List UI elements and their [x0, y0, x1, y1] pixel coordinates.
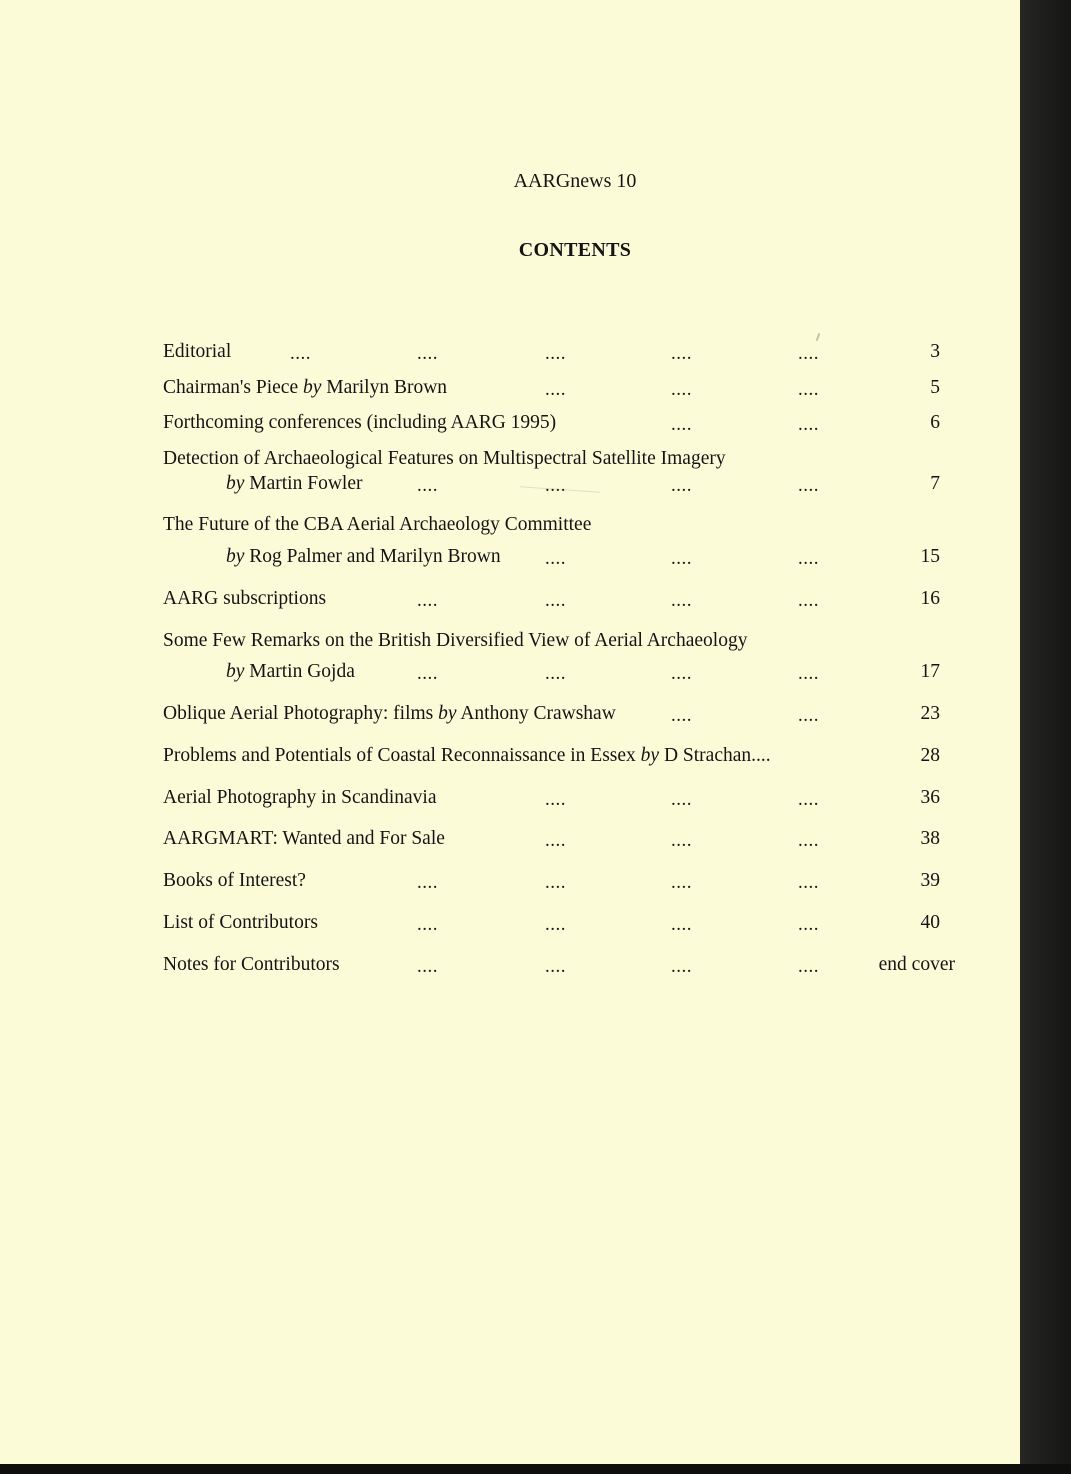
toc-leader: ....	[545, 914, 566, 935]
toc-page-number: end cover	[878, 954, 955, 975]
toc-entry-books-of-interest	[163, 869, 306, 893]
toc-leader: ....	[417, 956, 438, 977]
toc-leader: ....	[798, 663, 819, 684]
toc-author: Marilyn Brown	[321, 377, 448, 398]
toc-page-number: 16	[920, 588, 940, 609]
toc-by: by	[226, 661, 245, 682]
toc-title: Forthcoming conferences (including AARG 1995)	[163, 412, 557, 433]
toc-leader: ....	[671, 872, 692, 893]
toc-leader: ....	[671, 914, 692, 935]
toc-leader: ....	[671, 475, 692, 496]
toc-page-number: 38	[920, 828, 940, 849]
toc-by: by	[640, 745, 660, 766]
toc-leader: ....	[798, 414, 819, 435]
toc-title: Problems and Potentials of Coastal Reconnaissance in Essex	[163, 745, 641, 766]
toc-by: by	[226, 473, 245, 494]
toc-leader: ....	[671, 414, 692, 435]
toc-title: The Future of the CBA Aerial Archaeology Committee	[163, 514, 592, 535]
toc-leader: ....	[798, 343, 819, 364]
toc-page-number: 3	[930, 341, 940, 362]
toc-page-number: 40	[920, 912, 940, 933]
toc-entry-aarg-subscriptions	[163, 587, 326, 611]
toc-title: AARGMART: Wanted and For Sale	[163, 828, 445, 849]
toc-entry-list-of-contributors	[163, 911, 318, 935]
toc-by: by	[438, 703, 457, 724]
toc-leader: ....	[417, 343, 438, 364]
toc-entry-some-few-remarks	[163, 629, 747, 653]
toc-entry-oblique-aerial	[163, 702, 616, 726]
toc-title: Aerial Photography in Scandinavia	[163, 787, 437, 808]
toc-leader: ....	[671, 789, 692, 810]
toc-page-number: 23	[920, 703, 940, 724]
toc-page-number: 15	[920, 546, 940, 567]
toc-leader: ....	[751, 745, 771, 766]
toc-author: D Strachan	[659, 745, 752, 766]
toc-author: Rog Palmer and Marilyn Brown	[244, 546, 501, 567]
toc-leader: ....	[417, 914, 438, 935]
toc-leader: ....	[545, 475, 566, 496]
toc-by: by	[302, 377, 322, 398]
toc-leader: ....	[417, 663, 438, 684]
toc-entry-editorial	[163, 340, 231, 364]
toc-page-number: 28	[920, 745, 940, 766]
toc-leader: ....	[671, 379, 692, 400]
toc-leader: ....	[417, 475, 438, 496]
toc-leader: ....	[798, 872, 819, 893]
toc-entry-detection-byline	[226, 472, 362, 496]
toc-page-number: 7	[930, 473, 940, 494]
toc-title: Detection of Archaeological Features on Multispectral Satellite Imagery	[163, 448, 726, 469]
toc-by: by	[226, 546, 245, 567]
toc-entry-forthcoming-conferences	[163, 411, 556, 435]
toc-leader: ....	[798, 956, 819, 977]
toc-author: Martin Gojda	[244, 661, 355, 682]
toc-entry-scandinavia	[163, 786, 436, 810]
toc-leader: ....	[545, 830, 566, 851]
toc-leader: ....	[290, 343, 311, 364]
toc-leader: ....	[545, 956, 566, 977]
toc-leader: ....	[545, 343, 566, 364]
toc-leader: ....	[545, 872, 566, 893]
toc-leader: ....	[798, 705, 819, 726]
toc-entry-future-cba	[163, 513, 591, 537]
scanner-edge-bottom	[0, 1464, 1071, 1474]
toc-entry-problems-potentials	[163, 744, 771, 768]
toc-author: Anthony Crawshaw	[456, 703, 616, 724]
toc-title: Books of Interest?	[163, 870, 306, 891]
toc-page-number: 36	[920, 787, 940, 808]
toc-leader: ....	[798, 379, 819, 400]
toc-leader: ....	[798, 548, 819, 569]
toc-entry-chairmans-piece	[163, 376, 447, 400]
toc-title: AARG subscriptions	[163, 588, 327, 609]
toc-leader: ....	[671, 705, 692, 726]
toc-entry-some-few-remarks-byline	[226, 660, 355, 684]
toc-author: Martin Fowler	[244, 473, 363, 494]
toc-entry-notes-for-contributors	[163, 953, 340, 977]
toc-leader: ....	[671, 663, 692, 684]
toc-page-number: 39	[920, 870, 940, 891]
toc-leader: ....	[671, 830, 692, 851]
toc-title: List of Contributors	[163, 912, 318, 933]
contents-heading: CONTENTS	[518, 239, 632, 261]
toc-title: Editorial	[163, 341, 232, 362]
toc-leader: ....	[798, 789, 819, 810]
masthead: AARGnews 10	[513, 170, 637, 192]
toc-leader: ....	[545, 379, 566, 400]
toc-entry-aargmart	[163, 827, 445, 851]
toc-leader: ....	[798, 914, 819, 935]
toc-leader: ....	[671, 548, 692, 569]
toc-entry-future-cba-byline	[226, 545, 501, 569]
toc-leader: ....	[417, 872, 438, 893]
toc-title: Some Few Remarks on the British Diversified View of Aerial Archaeology	[163, 630, 748, 651]
toc-entry-detection	[163, 447, 726, 471]
toc-leader: ....	[545, 590, 566, 611]
toc-title: Chairman's Piece	[163, 377, 303, 398]
toc-page-number: 6	[930, 412, 940, 433]
scanner-edge-right	[1020, 0, 1071, 1474]
toc-leader: ....	[545, 789, 566, 810]
toc-leader: ....	[798, 830, 819, 851]
toc-page-number: 5	[930, 377, 940, 398]
toc-page-number: 17	[920, 661, 940, 682]
toc-leader: ....	[671, 343, 692, 364]
toc-leader: ....	[671, 956, 692, 977]
toc-leader: ....	[545, 548, 566, 569]
toc-leader: ....	[545, 663, 566, 684]
toc-leader: ....	[671, 590, 692, 611]
toc-leader: ....	[798, 475, 819, 496]
toc-title: Notes for Contributors	[163, 954, 340, 975]
scan-speck	[816, 333, 821, 341]
toc-leader: ....	[417, 590, 438, 611]
toc-title: Oblique Aerial Photography: films	[163, 703, 439, 724]
toc-leader: ....	[798, 590, 819, 611]
